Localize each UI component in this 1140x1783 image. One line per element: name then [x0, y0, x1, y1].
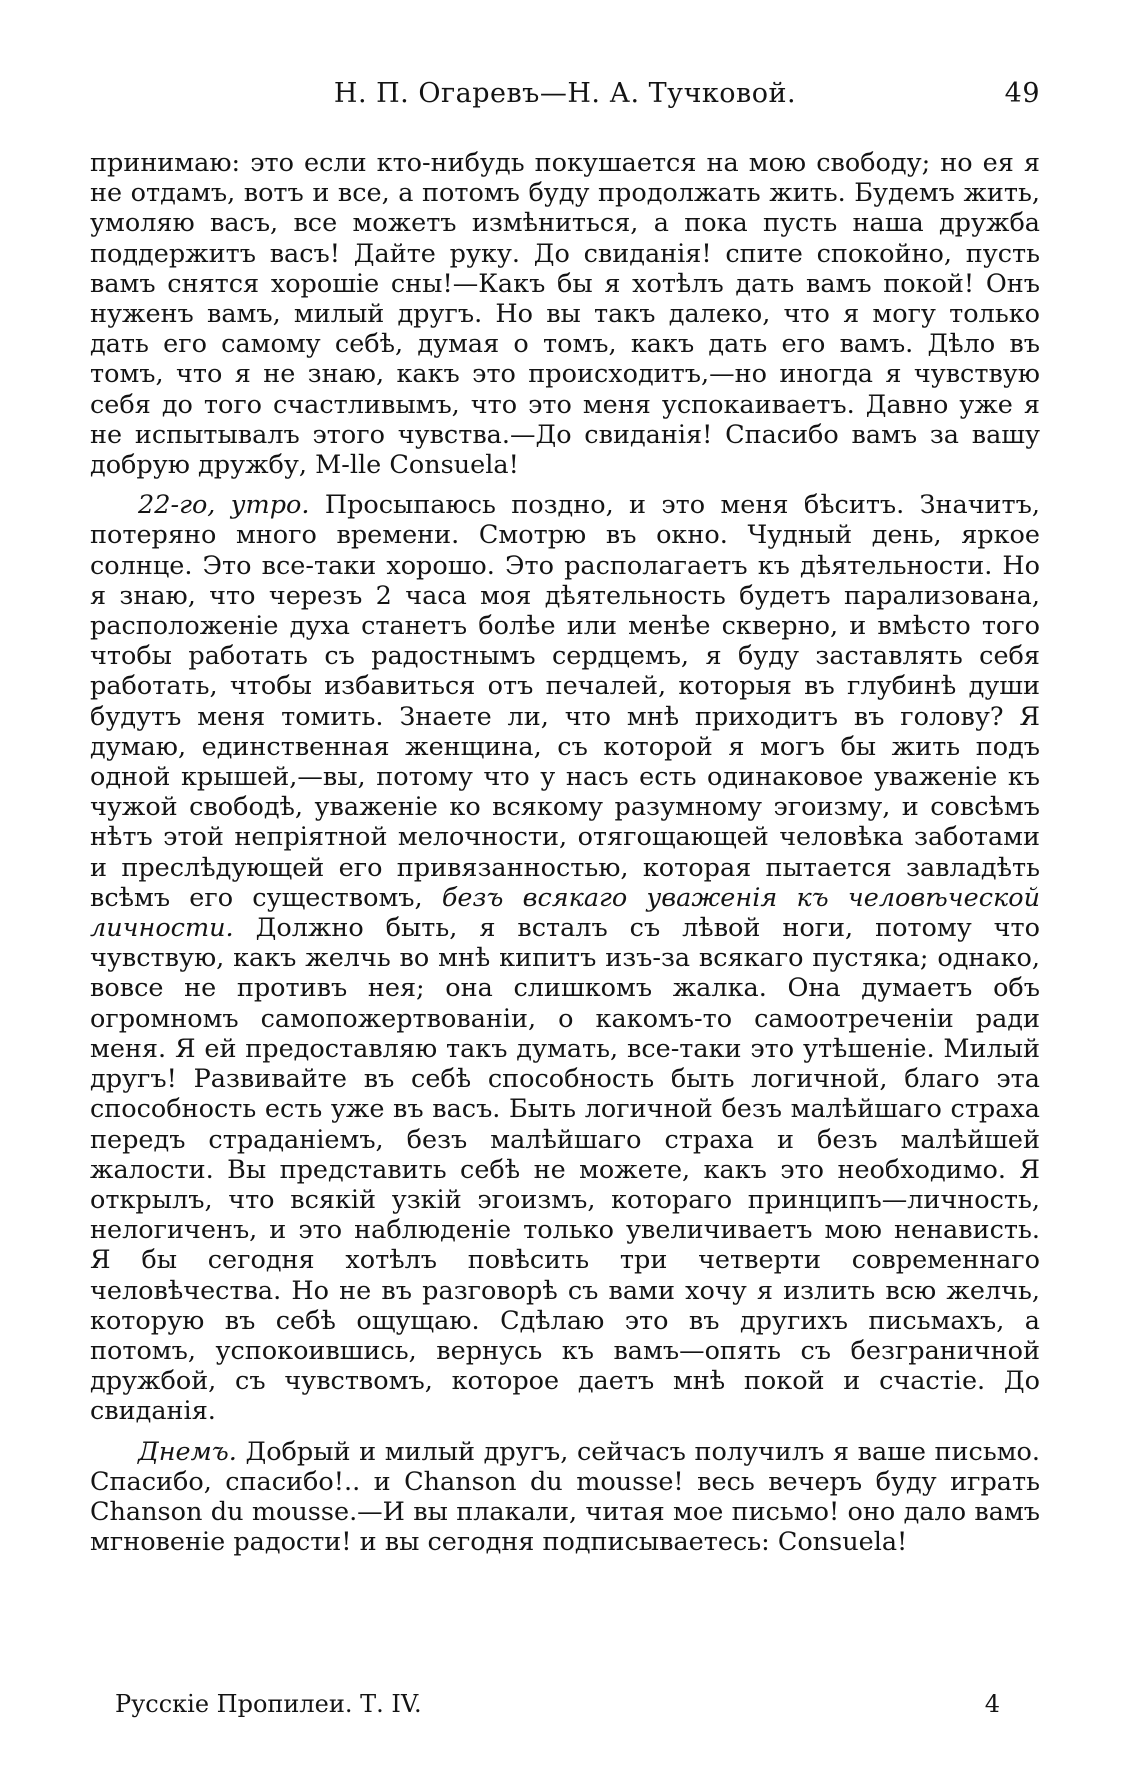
emphasis-phrase: безъ всякаго уваженія къ человѣческой личности.	[90, 882, 1040, 944]
page-number: 49	[1004, 78, 1040, 109]
paragraph-2-text-a: Просыпаюсь поздно, и это меня бѣситъ. Значитъ, потеряно много времени. Смотрю въ окно. Чудный день, яркое солнце. Это все-таки хорошо. Это располагаетъ къ дѣятельности. Но я знаю, что черезъ 2 часа моя дѣятельность будетъ парализована, расположеніе духа станетъ болѣе или менѣе скверно, и вмѣсто того чтобы работать съ радостнымъ сердцемъ, я буду заставлять себя работать, чтобы избавиться отъ печалей, которыя въ глубинѣ души будутъ меня томить. Знаете ли, что мнѣ приходитъ въ голову? Я думаю, единственная женщина, съ которой я могъ бы жить подъ одной крышей,—вы, потому что у насъ есть одинаковое уваженіе къ чужой свободѣ, уваженіе ко всякому разумному эгоизму, и совсѣмъ нѣтъ этой непріятной мелочности, отягощающей человѣка заботами и преслѣдующей его привязанностью, которая пытается завладѣть всѣмъ его существомъ,	[90, 490, 1040, 913]
sheet-number: 4	[984, 1690, 1000, 1718]
body-text	[90, 148, 1040, 1557]
paragraph-2	[90, 490, 1040, 1426]
running-header	[90, 78, 1040, 118]
header-title: Н. П. Огаревъ—Н. А. Тучковой.	[333, 78, 797, 109]
paragraph-3	[90, 1437, 1040, 1558]
page-footer	[115, 1690, 1020, 1726]
entry-date: 22-го, утро.	[138, 490, 310, 521]
paragraph-1: принимаю: это если кто-нибудь покушается на мою свободу; но ея я не отдамъ, вотъ и все, а потомъ буду продолжать жить. Будемъ жить, умоляю васъ, все можетъ измѣниться, а пока пусть наша дружба поддержитъ васъ! Дайте руку. До свиданія! спите спокойно, пусть вамъ снятся хорошіе сны!—Какъ бы я хотѣлъ дать вамъ покой! Онъ нуженъ вамъ, милый другъ. Но вы такъ далеко, что я могу только дать его самому себѣ, думая о томъ, какъ дать его вамъ. Дѣло въ томъ, что я не знаю, какъ это происходитъ,—но иногда я чувствую себя до того счастливымъ, что это меня успокаиваетъ. Давно уже я не испытывалъ этого чувства.—До свиданія! Спасибо вамъ за вашу добрую дружбу, M-lle Consuela!	[90, 148, 1040, 481]
entry-time: Днемъ.	[138, 1436, 237, 1467]
paragraph-2-text-b: Должно быть, я всталъ съ лѣвой ноги, потому что чувствую, какъ желчь во мнѣ кипитъ изъ-за всякаго пустяка; однако, вовсе не противъ нея; она слишкомъ жалка. Она думаетъ объ огромномъ самопожертвованіи, о какомъ-то самоотреченіи ради меня. Я ей предоставляю такъ думать, все-таки это утѣшеніе. Милый другъ! Развивайте въ себѣ способность быть логичной, благо эта способность есть уже въ васъ. Быть логичной безъ малѣйшаго страха передъ страданіемъ, безъ малѣйшаго страха и безъ малѣйшей жалости. Вы представить себѣ не можете, какъ это необходимо. Я открылъ, что всякій узкій эгоизмъ, котораго принципъ—личность, нелогиченъ, и это наблюденіе только увеличиваетъ мою ненависть. Я бы сегодня хотѣлъ повѣсить три четверти современнаго человѣчества. Но не въ разговорѣ съ вами хочу я излить всю желчь, которую въ себѣ ощущаю. Сдѣлаю это въ другихъ письмахъ, а потомъ, успокоившись, вернусь къ вамъ—опять съ безграничной дружбой, съ чувствомъ, которое даетъ мнѣ покой и счастіе. До свиданія.	[90, 913, 1040, 1427]
paragraph-3-text: Добрый и милый другъ, сейчасъ получилъ я ваше письмо. Спасибо, спасибо!.. и Chanson du mousse! весь вечеръ буду играть Chanson du mousse.—И вы плакали, читая мое письмо! оно дало вамъ мгновеніе радости! и вы сегодня подписываетесь: Consuela!	[90, 1436, 1040, 1558]
footer-signature: Русскіе Пропилеи. Т. IV.	[115, 1690, 422, 1718]
